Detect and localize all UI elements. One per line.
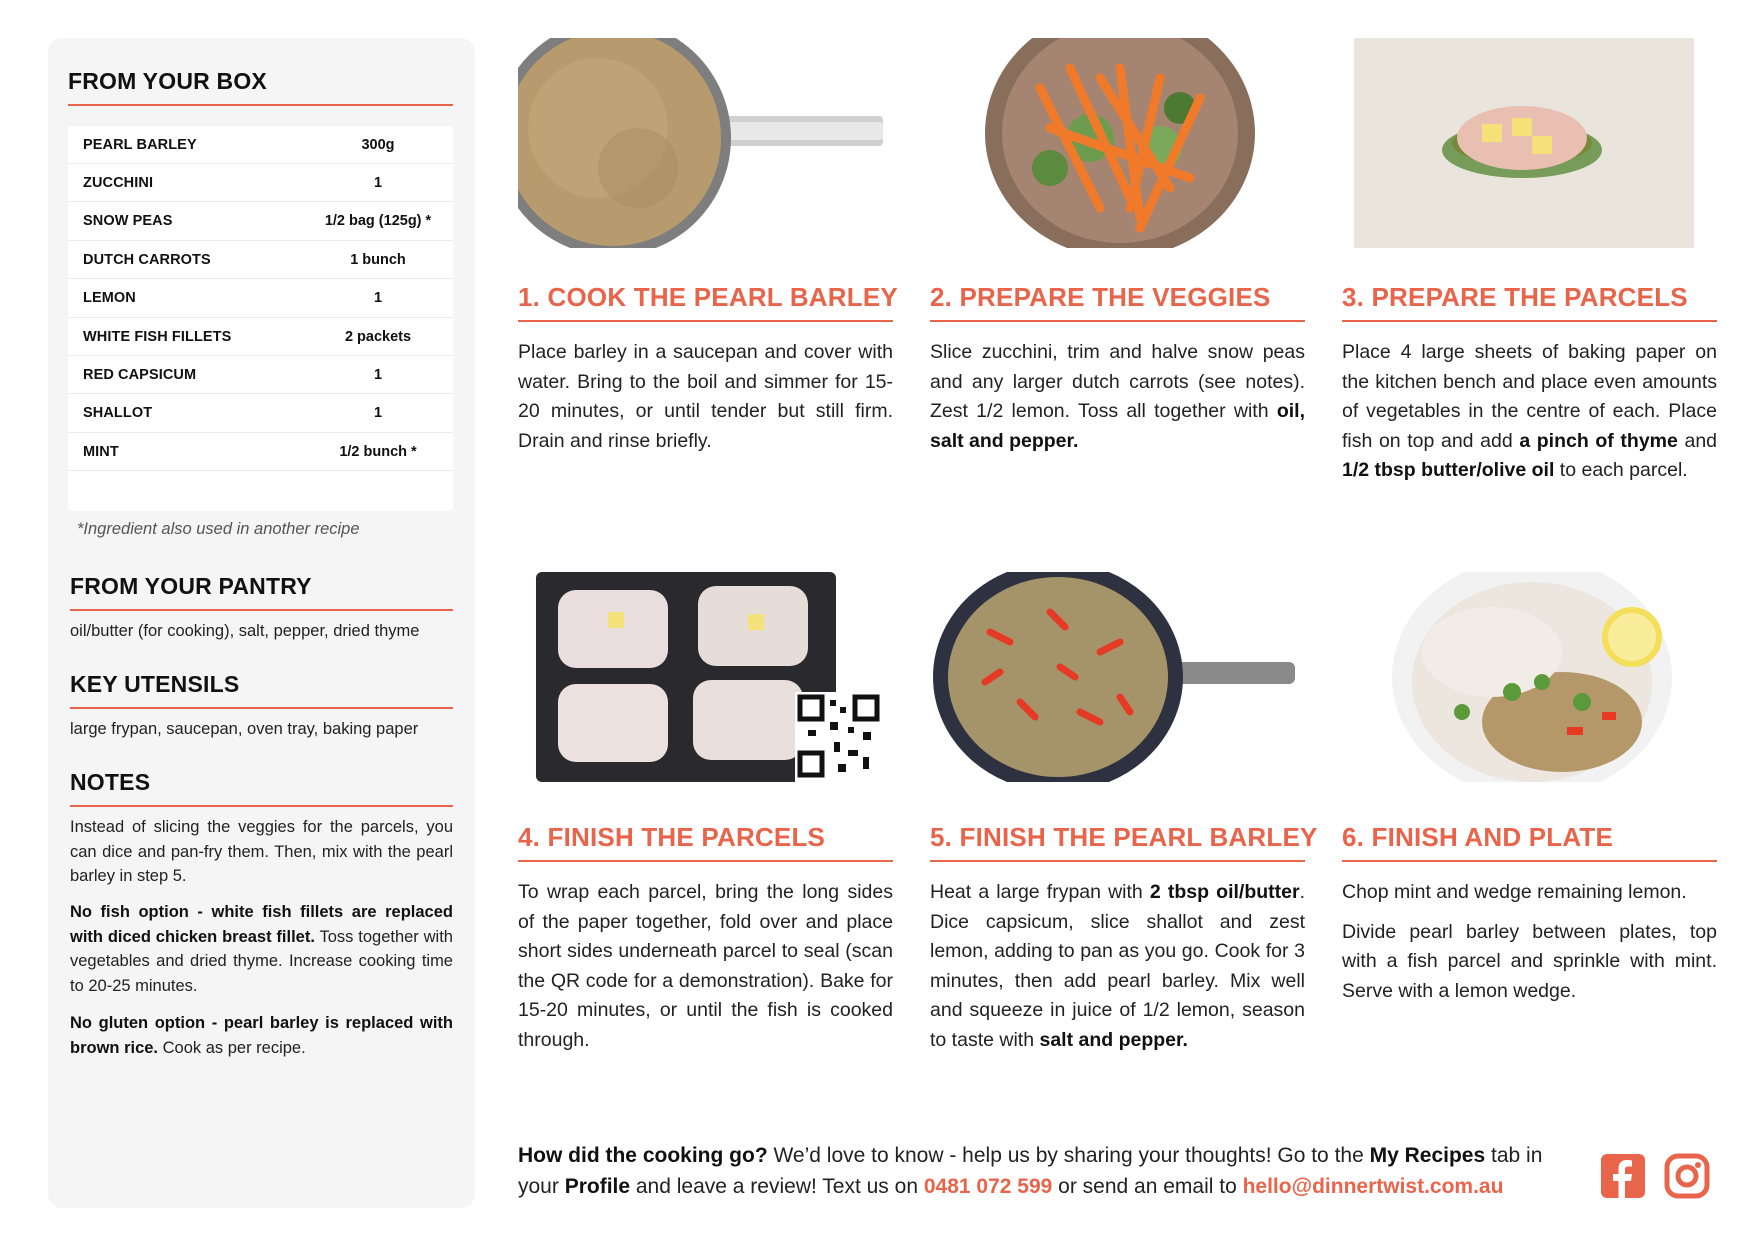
notes-bold: No gluten option - pearl barley is replaced with brown rice. bbox=[70, 1014, 453, 1057]
divider bbox=[70, 609, 453, 611]
ingredient-qty: 1 bbox=[373, 174, 383, 191]
footer-text: tab in your bbox=[518, 1144, 1543, 1198]
notes-bold: No fish option - white fish fillets are replaced with diced chicken breast fillet. bbox=[70, 903, 453, 946]
from-your-box-title: FROM YOUR BOX bbox=[68, 68, 267, 94]
ingredient-name: SNOW PEAS bbox=[83, 213, 173, 230]
step-1-title: 1. COOK THE PEARL BARLEY bbox=[518, 282, 898, 312]
qr-code bbox=[795, 692, 883, 782]
step-3-title: 3. PREPARE THE PARCELS bbox=[1342, 282, 1688, 312]
step-1-text: Place barley in a saucepan and cover with water. Bring to the boil and simmer for 15-20 minutes, or until tender but still firm. Drain and rinse briefly. bbox=[518, 341, 893, 452]
divider bbox=[930, 320, 1305, 322]
ingredient-name: PEARL BARLEY bbox=[83, 136, 197, 153]
ingredient-name: ZUCCHINI bbox=[83, 174, 154, 191]
ingredient-qty: 1 bunch bbox=[350, 251, 406, 268]
step-paragraph: Divide pearl barley between plates, top with a fish parcel and sprinkle with mint. Serve with a lemon wedge. bbox=[1342, 920, 1717, 1002]
ingredient-qty: 2 packets bbox=[344, 328, 412, 345]
divider bbox=[518, 320, 893, 322]
notes-paragraph bbox=[70, 1011, 453, 1060]
ingredient-qty: 1 bbox=[373, 290, 383, 307]
step-text: Slice zucchini, trim and halve snow peas and any larger dutch carrots (see notes). Zest 1/2 lemon. Toss all together with bbox=[930, 341, 1305, 422]
footnote: *Ingredient also used in another recipe bbox=[77, 520, 360, 538]
ingredient-name: RED CAPSICUM bbox=[83, 366, 197, 383]
divider bbox=[70, 805, 453, 807]
ingredient-name: DUTCH CARROTS bbox=[83, 251, 211, 268]
fish-fillet bbox=[1457, 106, 1587, 170]
step-paragraph: Chop mint and wedge remaining lemon. bbox=[1342, 881, 1687, 903]
ingredient-qty: 1 bbox=[373, 405, 383, 422]
notes-paragraph bbox=[70, 900, 453, 998]
pantry-text: oil/butter (for cooking), salt, pepper, dried thyme bbox=[70, 622, 420, 640]
ingredient-row bbox=[68, 126, 453, 164]
step-6-text bbox=[1342, 878, 1717, 1006]
from-your-pantry-title: FROM YOUR PANTRY bbox=[70, 573, 312, 599]
step-text: to each parcel. bbox=[1554, 459, 1688, 481]
parcel-photo bbox=[1342, 38, 1707, 248]
ingredient-row bbox=[68, 433, 453, 471]
instagram-icon[interactable] bbox=[1664, 1153, 1710, 1199]
divider bbox=[70, 707, 453, 709]
ingredient-name: MINT bbox=[83, 443, 119, 460]
ingredient-qty: 1 bbox=[373, 366, 383, 383]
step-5-title: 5. FINISH THE PEARL BARLEY bbox=[930, 822, 1318, 852]
step-bold: 1/2 tbsp butter/olive oil bbox=[1342, 459, 1555, 481]
notes-text: Instead of slicing the veggies for the parcels, you can dice and pan-fry them. Then, mix with the pearl barley in step 5. bbox=[70, 818, 453, 885]
ingredient-row bbox=[68, 241, 453, 279]
footer-question: How did the cooking go? bbox=[518, 1144, 768, 1167]
step-4-title: 4. FINISH THE PARCELS bbox=[518, 822, 826, 852]
step-bold: 2 tbsp oil/butter bbox=[1149, 881, 1300, 903]
ingredient-qty: 1/2 bunch * bbox=[339, 443, 417, 460]
facebook-icon[interactable] bbox=[1600, 1153, 1646, 1199]
ingredient-name: WHITE FISH FILLETS bbox=[83, 328, 232, 345]
step-6-title: 6. FINISH AND PLATE bbox=[1342, 822, 1614, 852]
step-5-text bbox=[930, 878, 1305, 1055]
step-bold: oil, salt and pepper. bbox=[930, 400, 1305, 452]
utensils-text: large frypan, saucepan, oven tray, baking paper bbox=[70, 720, 419, 738]
step-3-text bbox=[1342, 338, 1717, 486]
step-2-text bbox=[930, 338, 1305, 456]
notes-title: NOTES bbox=[70, 769, 151, 795]
divider bbox=[1342, 860, 1717, 862]
step-text: Place 4 large sheets of baking paper on the kitchen bench and place even amounts of vegetables in the centre of each. Place fish on top and add bbox=[1342, 341, 1717, 452]
ingredient-name: LEMON bbox=[83, 290, 136, 307]
email-link[interactable]: hello@dinnertwist.com.au bbox=[1242, 1175, 1504, 1198]
step-bold: a pinch of thyme bbox=[1519, 429, 1678, 452]
ingredient-row bbox=[68, 395, 453, 433]
feedback-footer bbox=[518, 1140, 1583, 1202]
step-4-text: To wrap each parcel, bring the long sides of the paper together, fold over and place short sides underneath parcel to seal (scan the QR code for a demonstration). Bake for 15-20 minutes, or until the fish is cooked through. bbox=[518, 881, 893, 1051]
ingredient-row bbox=[68, 356, 453, 394]
my-recipes-label: My Recipes bbox=[1369, 1144, 1486, 1167]
frypan-photo bbox=[930, 572, 1295, 782]
divider bbox=[1342, 320, 1717, 322]
veggies-photo bbox=[930, 38, 1295, 248]
footer-text: or send an email to bbox=[1052, 1175, 1243, 1198]
notes-paragraph bbox=[70, 815, 453, 889]
ingredient-qty: 1/2 bag (125g) * bbox=[324, 213, 432, 230]
ingredients-panel bbox=[48, 38, 475, 1208]
step-text: Heat a large frypan with bbox=[930, 881, 1150, 903]
tray-photo bbox=[518, 572, 883, 782]
ingredient-row bbox=[68, 318, 453, 356]
ingredient-row bbox=[68, 280, 453, 318]
phone-link[interactable]: 0481 072 599 bbox=[923, 1175, 1053, 1198]
ingredient-name: SHALLOT bbox=[83, 405, 153, 422]
step-2-title: 2. PREPARE THE VEGGIES bbox=[930, 282, 1271, 312]
plated-photo bbox=[1342, 572, 1707, 782]
divider bbox=[930, 860, 1305, 862]
key-utensils-title: KEY UTENSILS bbox=[70, 671, 240, 697]
step-text: . Dice capsicum, slice shallot and zest lemon, adding to pan as you go. Cook for 3 minutes, then add pearl barley. Mix well and squeeze in juice of 1/2 lemon, season to taste with bbox=[930, 881, 1306, 1051]
step-text: and bbox=[1677, 429, 1718, 452]
profile-label: Profile bbox=[564, 1175, 631, 1198]
ingredient-row bbox=[68, 164, 453, 202]
notes-text: Toss together with vegetables and dried thyme. Increase cooking time to 20-25 minutes. bbox=[70, 927, 453, 995]
ingredient-row bbox=[68, 203, 453, 241]
ingredient-table bbox=[68, 126, 453, 511]
step-bold: salt and pepper. bbox=[1039, 1028, 1188, 1051]
divider bbox=[68, 104, 453, 106]
ingredient-qty: 300g bbox=[361, 136, 395, 153]
footer-text: and leave a review! Text us on bbox=[630, 1175, 924, 1198]
footer-text: We’d love to know - help us by sharing your thoughts! Go to the bbox=[767, 1144, 1370, 1167]
notes-text: Cook as per recipe. bbox=[158, 1038, 306, 1057]
barley-photo bbox=[518, 38, 883, 248]
divider bbox=[518, 860, 893, 862]
